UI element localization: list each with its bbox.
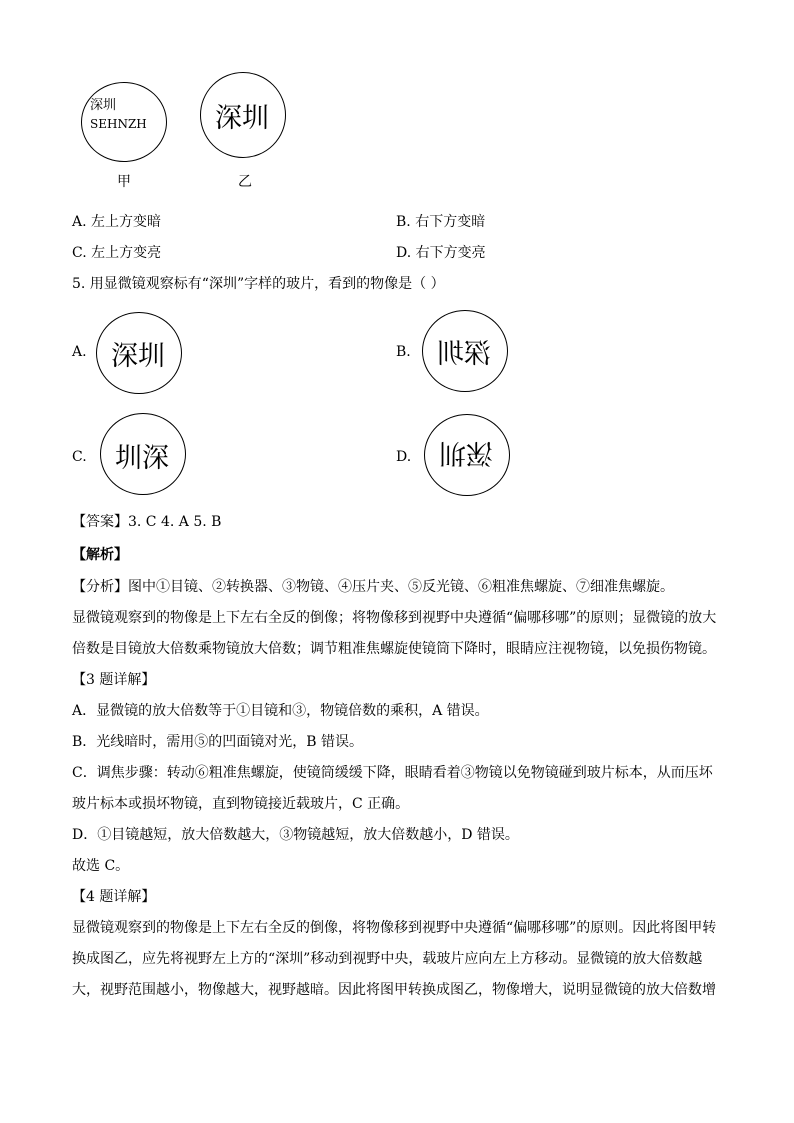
q5-d-label: D. bbox=[396, 449, 412, 465]
q5-b-text: 深圳 bbox=[437, 339, 491, 370]
q5-d-text: 深圳 bbox=[439, 437, 493, 468]
q4-detail-line-1: 显微镜观察到的物像是上下左右全反的倒像，将物像移到视野中央遵循“偏哪移哪”的原则。因此将图甲转 bbox=[72, 920, 717, 936]
q3-detail-line-2: B．光线暗时，需用⑤的凹面镜对光，B 错误。 bbox=[72, 734, 364, 750]
figure-jia-caption: 甲 bbox=[117, 174, 131, 190]
q5-d-text-wrap bbox=[439, 436, 493, 475]
q4-option-b: B. 右下方变暗 bbox=[396, 214, 486, 230]
jiexi-heading: 【解析】 bbox=[72, 547, 128, 563]
q3-detail-line-4: 玻片标本或损坏物镜，直到物镜接近载玻片，C 正确。 bbox=[72, 796, 410, 812]
analysis-line-3: 倍数是目镜放大倍数乘物镜放大倍数；调节粗准焦螺旋使镜筒下降时，眼睛应注视物镜，以免损伤物镜。 bbox=[72, 641, 716, 657]
q4-option-d: D. 右下方变亮 bbox=[396, 245, 486, 261]
q3-detail-line-3: C．调焦步骤：转动⑥粗准焦螺旋，使镜筒缓缓下降，眼睛看着③物镜以免物镜碰到玻片标本，从而压坏 bbox=[72, 765, 713, 781]
figure-yi-text: 深圳 bbox=[215, 103, 269, 134]
q4-detail-line-2: 换成图乙，应先将视野左上方的“深圳”移动到视野中央，载玻片应向左上方移动。显微镜的放大倍数越 bbox=[72, 951, 703, 967]
q3-detail-heading: 【3 题详解】 bbox=[72, 672, 156, 688]
q5-c-label: C. bbox=[72, 449, 87, 465]
q3-detail-line-6: 故选 C。 bbox=[72, 858, 130, 874]
analysis-block bbox=[72, 572, 722, 665]
q5-b-text-wrap bbox=[437, 332, 491, 371]
q5-a-label: A. bbox=[72, 344, 87, 360]
q5-a-text: 深圳 bbox=[111, 341, 165, 372]
q3-detail-line-1: A．显微镜的放大倍数等于①目镜和③，物镜倍数的乘积，A 错误。 bbox=[72, 703, 489, 719]
figure-jia-line2: SEHNZH bbox=[90, 117, 147, 131]
q5-b-label: B. bbox=[396, 344, 411, 360]
q5-stem: 5. 用显微镜观察标有“深圳”字样的玻片，看到的物像是（ ） bbox=[72, 276, 445, 292]
q4-option-a: A. 左上方变暗 bbox=[72, 214, 162, 230]
q5-c-text: 圳深 bbox=[115, 443, 169, 474]
analysis-line-1: 【分析】图中①目镜、②转换器、③物镜、④压片夹、⑤反光镜、⑥粗准焦螺旋、⑦细准焦螺旋。 bbox=[72, 579, 674, 595]
q4-detail-heading: 【4 题详解】 bbox=[72, 889, 156, 905]
figure-jia-line1: 深圳 bbox=[90, 98, 117, 113]
q3-detail-block bbox=[72, 665, 722, 882]
q4-detail-block bbox=[72, 882, 722, 1006]
figure-yi-caption: 乙 bbox=[238, 174, 252, 190]
q3-detail-line-5: D．①目镜越短，放大倍数越大，③物镜越短，放大倍数越小，D 错误。 bbox=[72, 827, 519, 843]
analysis-line-2: 显微镜观察到的物像是上下左右全反的倒像；将物像移到视野中央遵循“偏哪移哪”的原则；显微镜的放大 bbox=[72, 610, 717, 626]
q4-detail-line-3: 大，视野范围越小，物像越大，视野越暗。因此将图甲转换成图乙，物像增大，说明显微镜的放大倍数增 bbox=[72, 982, 716, 998]
answer-line: 【答案】3. C 4. A 5. B bbox=[72, 514, 222, 530]
q4-option-c: C. 左上方变亮 bbox=[72, 245, 162, 261]
